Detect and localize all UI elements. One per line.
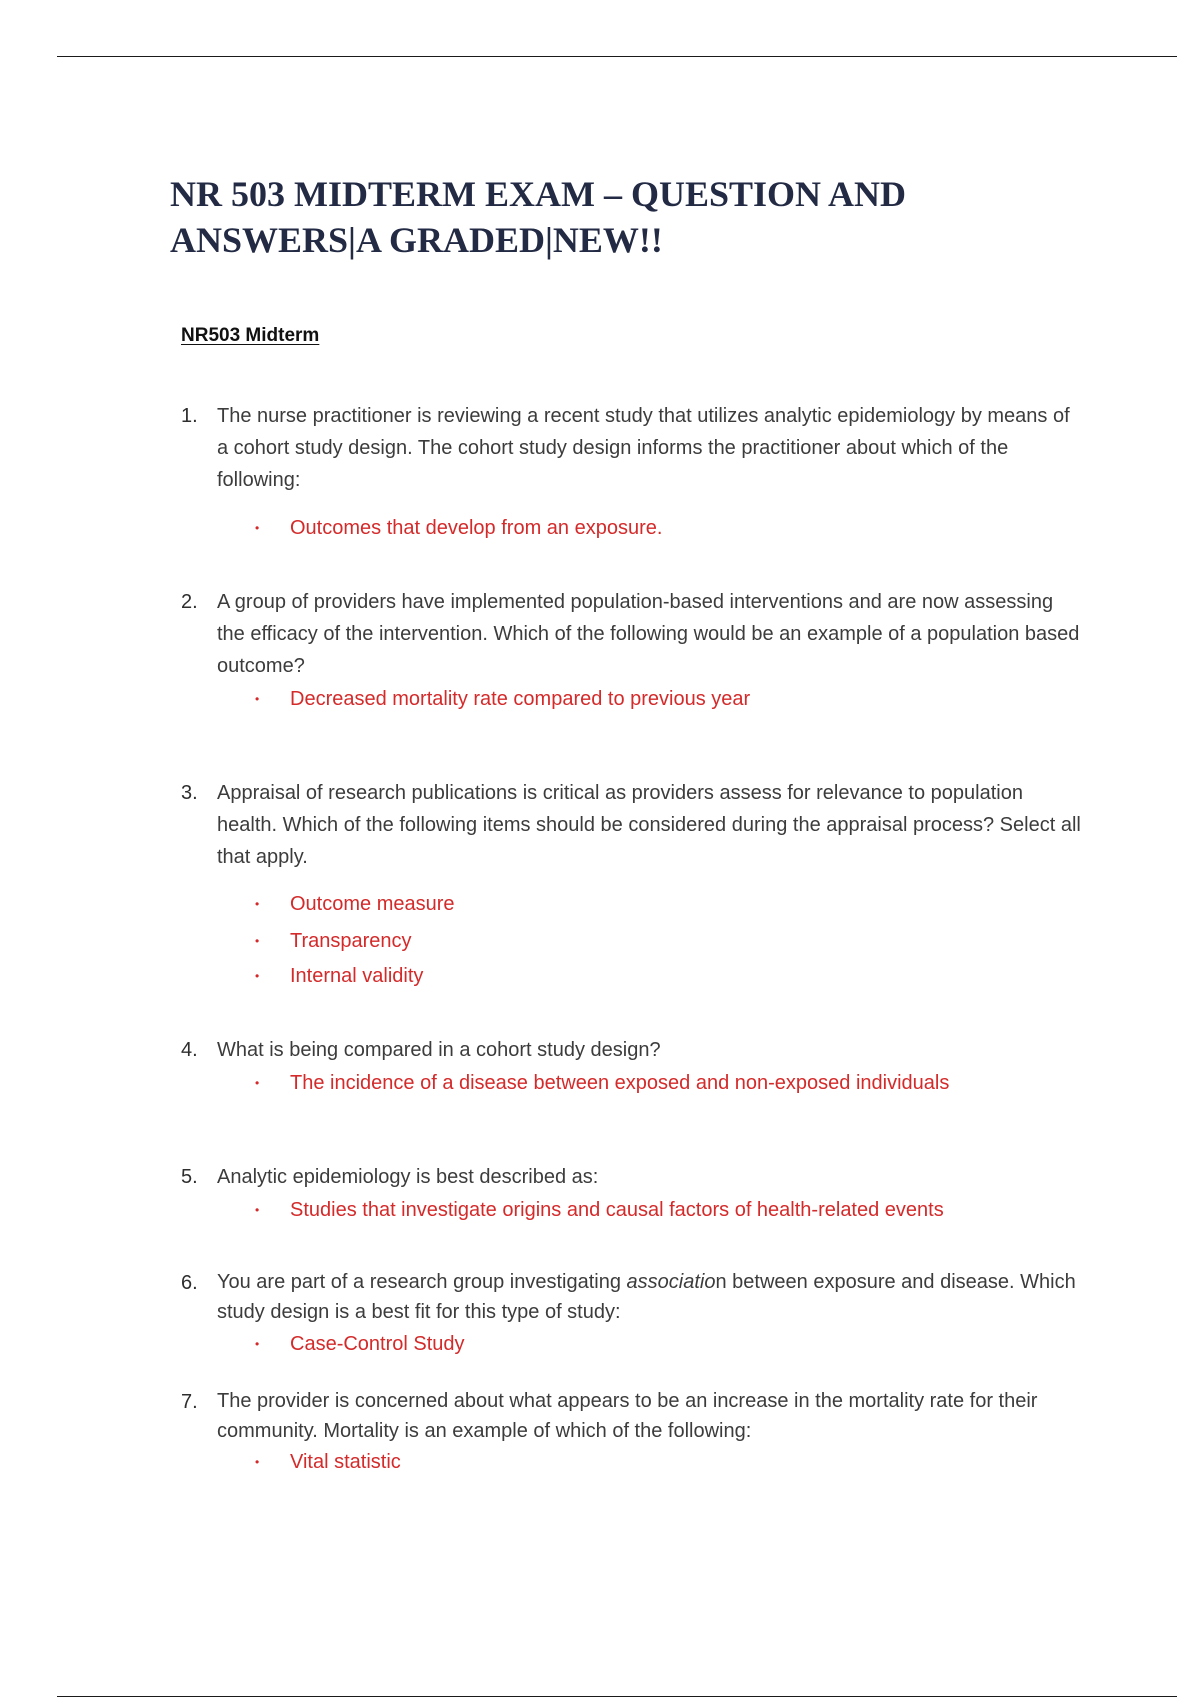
question-text-part: n between exposure and disease. Which study design is a best fit for this type of study: [217, 1271, 1076, 1323]
bullet-icon: • [255, 1076, 260, 1090]
question-number: 5. [181, 1166, 198, 1188]
question-4 [181, 1034, 1081, 1100]
bottom-rule [57, 1696, 1177, 1697]
answer-item [181, 511, 1081, 545]
answer-text: Transparency [290, 930, 412, 952]
document-subtitle: NR503 Midterm [181, 325, 320, 346]
bullet-icon: • [255, 1203, 260, 1217]
document-title: NR 503 MIDTERM EXAM – QUESTION AND ANSWERS|A GRADED|NEW!! [170, 174, 907, 260]
answer-item [181, 923, 1081, 959]
bullet-icon: • [255, 1337, 260, 1351]
question-3 [181, 777, 1081, 993]
answer-item [181, 1446, 1081, 1478]
answer-text: Internal validity [290, 965, 424, 987]
question-text: The nurse practitioner is reviewing a recent study that utilizes analytic epidemiology by means of a cohort study design. The cohort study design informs the practitioner about which of the following: [217, 405, 1070, 491]
answer-text: The incidence of a disease between exposed and non-exposed individuals [290, 1072, 950, 1094]
question-number: 6. [181, 1272, 198, 1294]
answer-text: Outcomes that develop from an exposure. [290, 517, 663, 539]
answer-list [181, 885, 1081, 993]
question-number: 2. [181, 591, 198, 613]
answer-text: Outcome measure [290, 893, 455, 915]
question-text: What is being compared in a cohort study design? [217, 1039, 661, 1061]
bullet-icon: • [255, 1455, 260, 1469]
question-number: 7. [181, 1391, 198, 1413]
question-text-italic: associatio [626, 1271, 716, 1293]
question-number: 4. [181, 1039, 198, 1061]
answer-text: Studies that investigate origins and causal factors of health-related events [290, 1199, 944, 1221]
question-text: Appraisal of research publications is critical as providers assess for relevance to population health. Which of the following items should be considered during the appraisal process? Select all that apply. [217, 782, 1081, 868]
question-text: A group of providers have implemented population-based interventions and are now assessing the efficacy of the intervention. Which of the following would be an example of a population based outcome? [217, 591, 1080, 677]
question-text [217, 1267, 1081, 1327]
question-text: The provider is concerned about what appears to be an increase in the mortality rate for their community. Mortality is an example of which of the following: [217, 1390, 1038, 1442]
answer-item [181, 1066, 1081, 1100]
top-rule [57, 56, 1177, 57]
answer-text: Decreased mortality rate compared to previous year [290, 688, 751, 710]
bullet-icon: • [255, 969, 260, 983]
answer-list [181, 511, 1081, 545]
bullet-icon: • [255, 521, 260, 535]
bullet-icon: • [255, 897, 260, 911]
question-number: 3. [181, 782, 198, 804]
answer-item [181, 959, 1081, 993]
answer-list [181, 1327, 1081, 1361]
answer-item [181, 682, 1081, 716]
question-number: 1. [181, 405, 198, 427]
question-2 [181, 586, 1081, 716]
answer-text: Case-Control Study [290, 1333, 465, 1355]
question-text: Analytic epidemiology is best described as: [217, 1166, 599, 1188]
answer-list [181, 1193, 1081, 1227]
answer-list [181, 1446, 1081, 1478]
question-text-part: You are part of a research group investigating [217, 1271, 627, 1293]
bullet-icon: • [255, 692, 260, 706]
answer-list [181, 682, 1081, 716]
answer-text: Vital statistic [290, 1451, 401, 1473]
question-1 [181, 400, 1081, 545]
bullet-icon: • [255, 934, 260, 948]
answer-item [181, 1327, 1081, 1361]
answer-item [181, 1193, 1081, 1227]
answer-item [181, 885, 1081, 923]
question-7 [181, 1386, 1081, 1478]
answer-list [181, 1066, 1081, 1100]
question-5 [181, 1161, 1081, 1227]
question-6 [181, 1267, 1081, 1361]
